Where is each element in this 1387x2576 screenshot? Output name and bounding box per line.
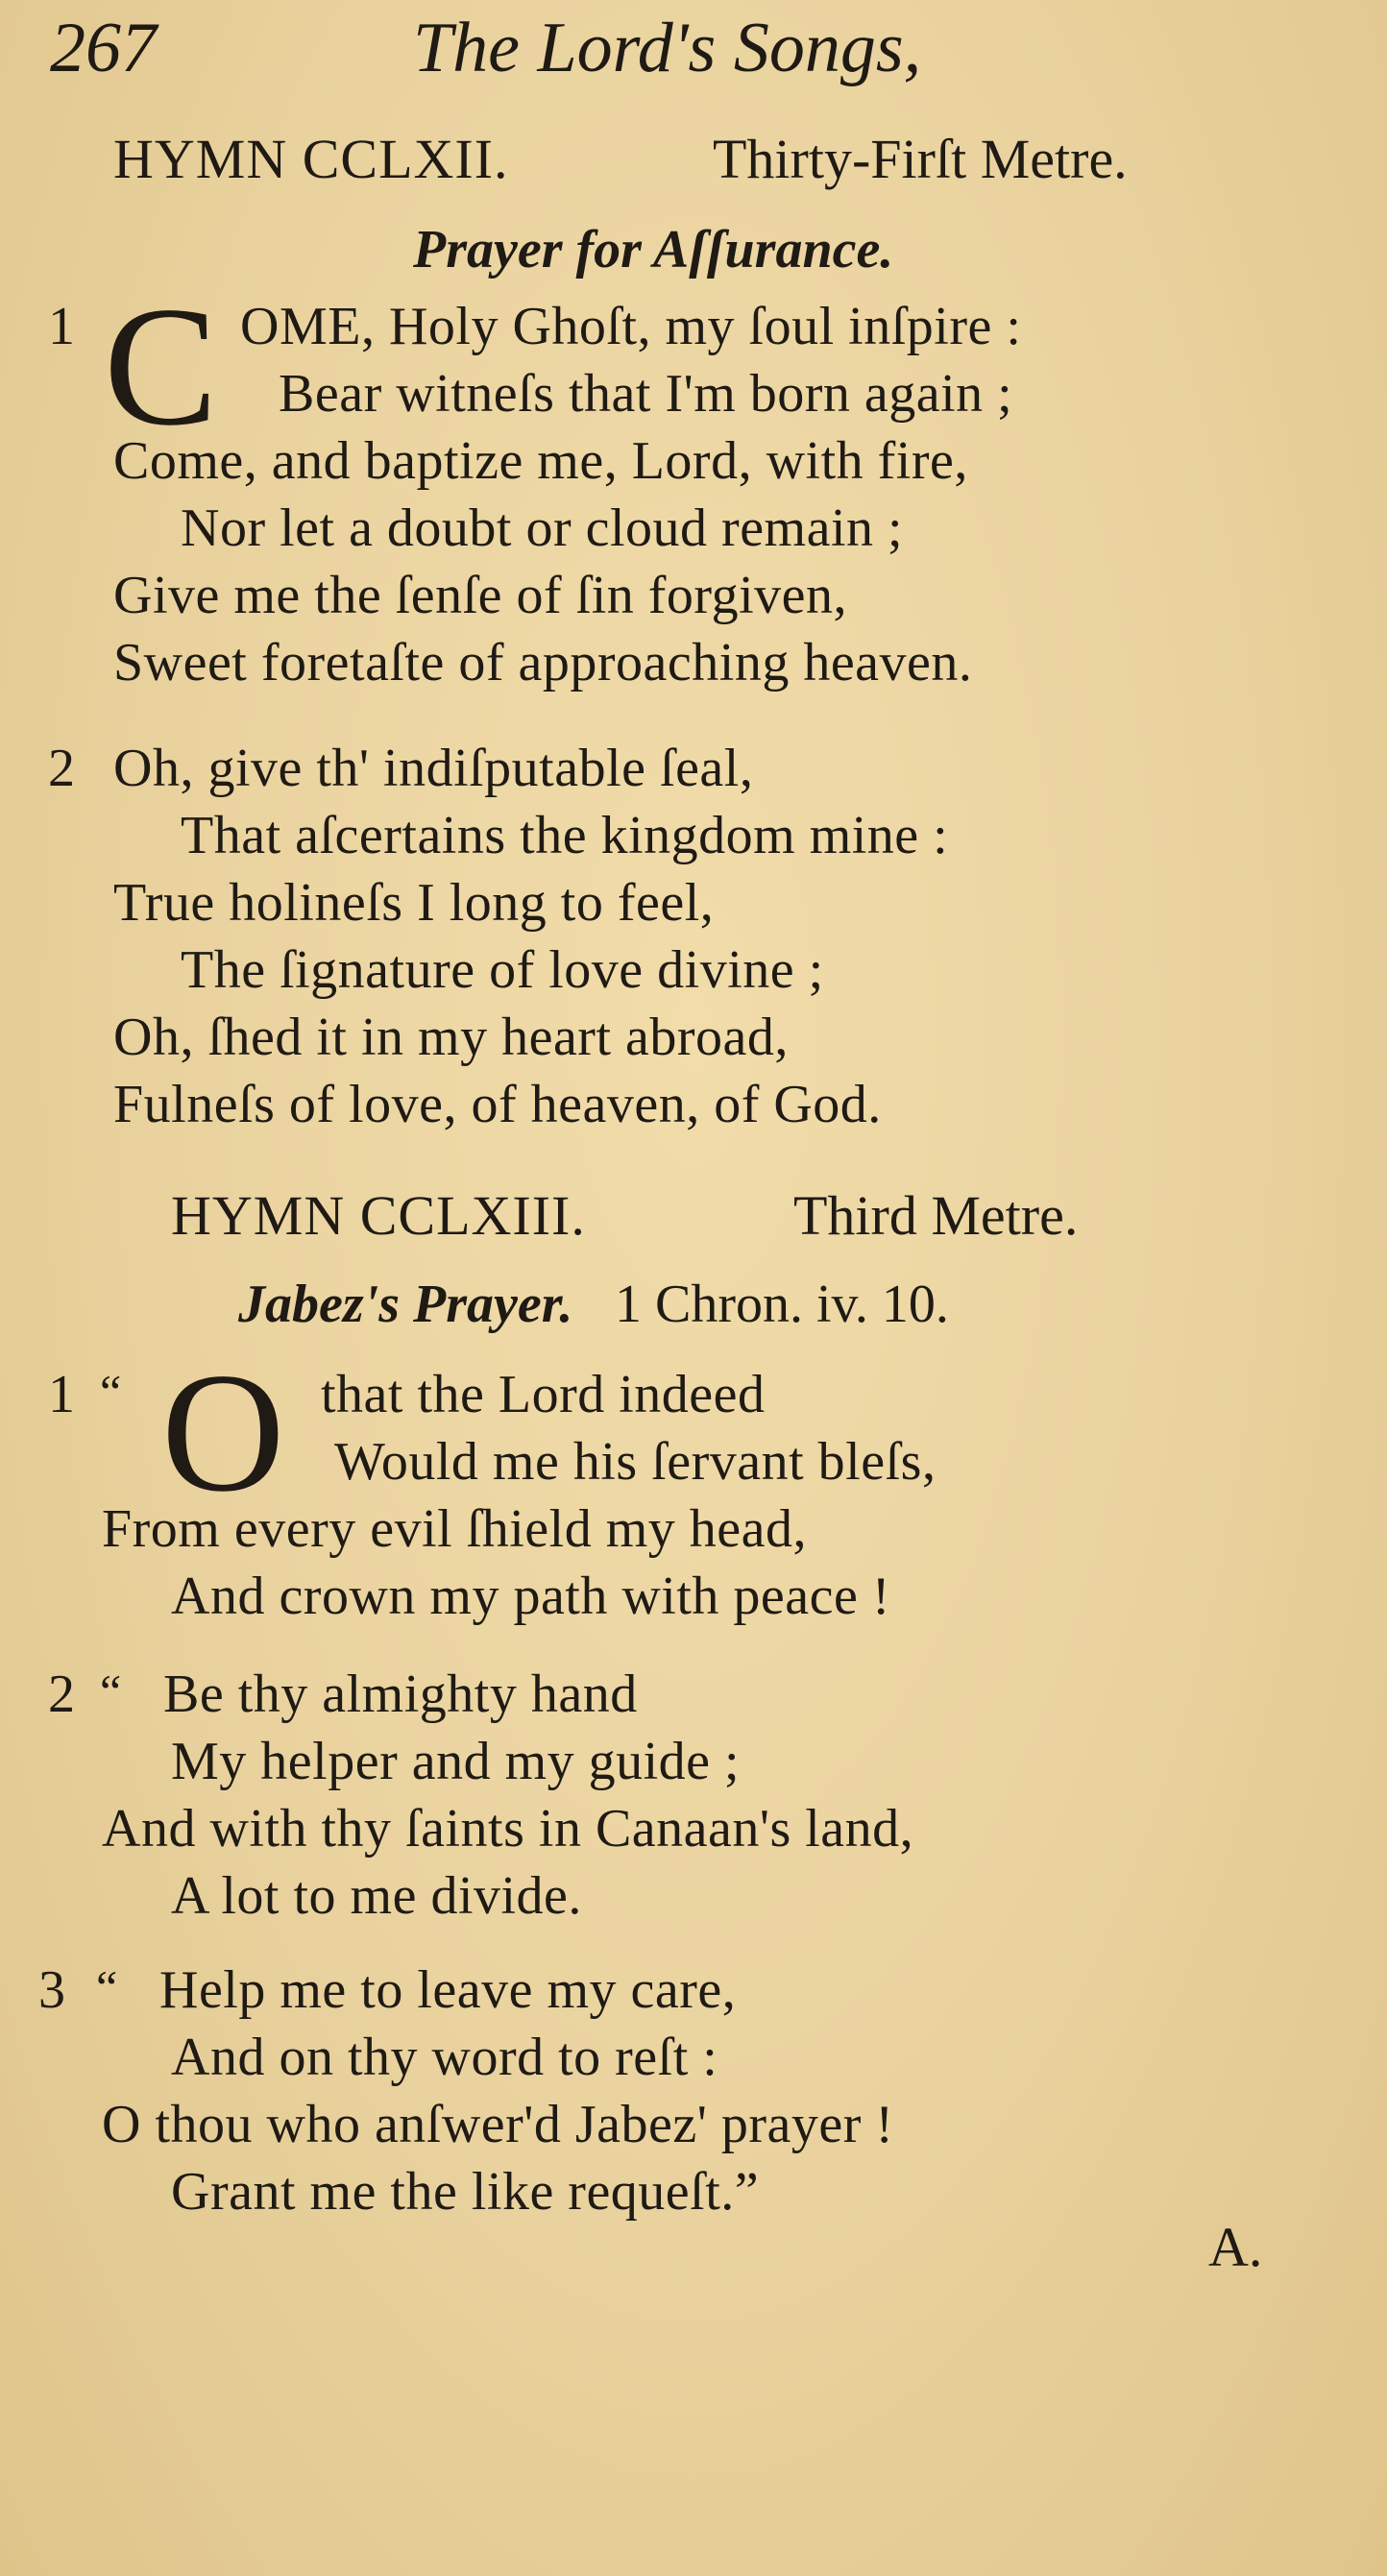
- verse-line: that the Lord indeed: [321, 1365, 766, 1424]
- hymn-263-heading: HYMN CCLXIII.: [171, 1184, 586, 1247]
- verse-line: From every evil ſhield my head,: [102, 1499, 807, 1559]
- verse-line: Sweet foretaſte of approaching heaven.: [113, 633, 973, 693]
- verse-line: Help me to leave my care,: [159, 1960, 737, 2020]
- verse-line: True holineſs I long to feel,: [113, 873, 715, 933]
- hymn-263-subtitle: Jabez's Prayer.: [238, 1275, 573, 1334]
- catchword: A.: [1208, 2216, 1263, 2278]
- open-quote: “: [96, 1960, 118, 2014]
- verse-line: Be thy almighty hand: [163, 1665, 638, 1724]
- verse-line: Give me the ſenſe of ſin forgiven,: [113, 566, 847, 625]
- page-number: 267: [50, 9, 157, 87]
- verse-line: Nor let a doubt or cloud remain ;: [181, 498, 904, 558]
- stanza-number: 3: [38, 1960, 65, 2020]
- verse-line: Fulneſs of love, of heaven, of God.: [113, 1075, 882, 1134]
- verse-line: Grant me the like requeſt.”: [171, 2162, 760, 2222]
- verse-line: A lot to me divide.: [171, 1866, 582, 1926]
- verse-line: And with thy ſaints in Canaan's land,: [102, 1799, 914, 1859]
- verse-line: Come, and baptize me, Lord, with fire,: [113, 431, 968, 491]
- open-quote: “: [100, 1665, 122, 1718]
- verse-line: Bear witneſs that I'm born again ;: [279, 364, 1013, 424]
- stanza-number: 1: [48, 297, 75, 356]
- scripture-reference: 1 Chron. iv. 10.: [615, 1275, 949, 1334]
- stanza-number: 1: [48, 1365, 75, 1424]
- verse-line: And on thy word to reſt :: [171, 2028, 718, 2087]
- drop-cap: C: [104, 271, 218, 461]
- verse-line: The ſignature of love divine ;: [181, 940, 824, 1000]
- stanza-number: 2: [48, 1665, 75, 1724]
- verse-line: And crown my path with peace !: [171, 1567, 890, 1626]
- hymn-262-metre: Thirty-Firſt Metre.: [713, 128, 1128, 190]
- verse-line: Would me his ſervant bleſs,: [334, 1432, 937, 1492]
- verse-line: O thou who anſwer'd Jabez' prayer !: [102, 2095, 894, 2154]
- hymn-262-subtitle: Prayer for Aſſurance.: [413, 220, 894, 279]
- stanza-number: 2: [48, 739, 75, 798]
- running-title: The Lord's Songs,: [413, 9, 922, 87]
- hymn-263-metre: Third Metre.: [793, 1184, 1079, 1247]
- verse-line: Oh, give th' indiſputable ſeal,: [113, 739, 754, 798]
- verse-line: My helper and my guide ;: [171, 1732, 741, 1791]
- verse-line: That aſcertains the kingdom mine :: [181, 806, 949, 865]
- open-quote: “: [100, 1365, 122, 1419]
- verse-line: OME, Holy Ghoſt, my ſoul inſpire :: [240, 297, 1022, 356]
- hymn-262-heading: HYMN CCLXII.: [113, 128, 509, 190]
- drop-cap: O: [161, 1337, 285, 1527]
- verse-line: Oh, ſhed it in my heart abroad,: [113, 1008, 789, 1067]
